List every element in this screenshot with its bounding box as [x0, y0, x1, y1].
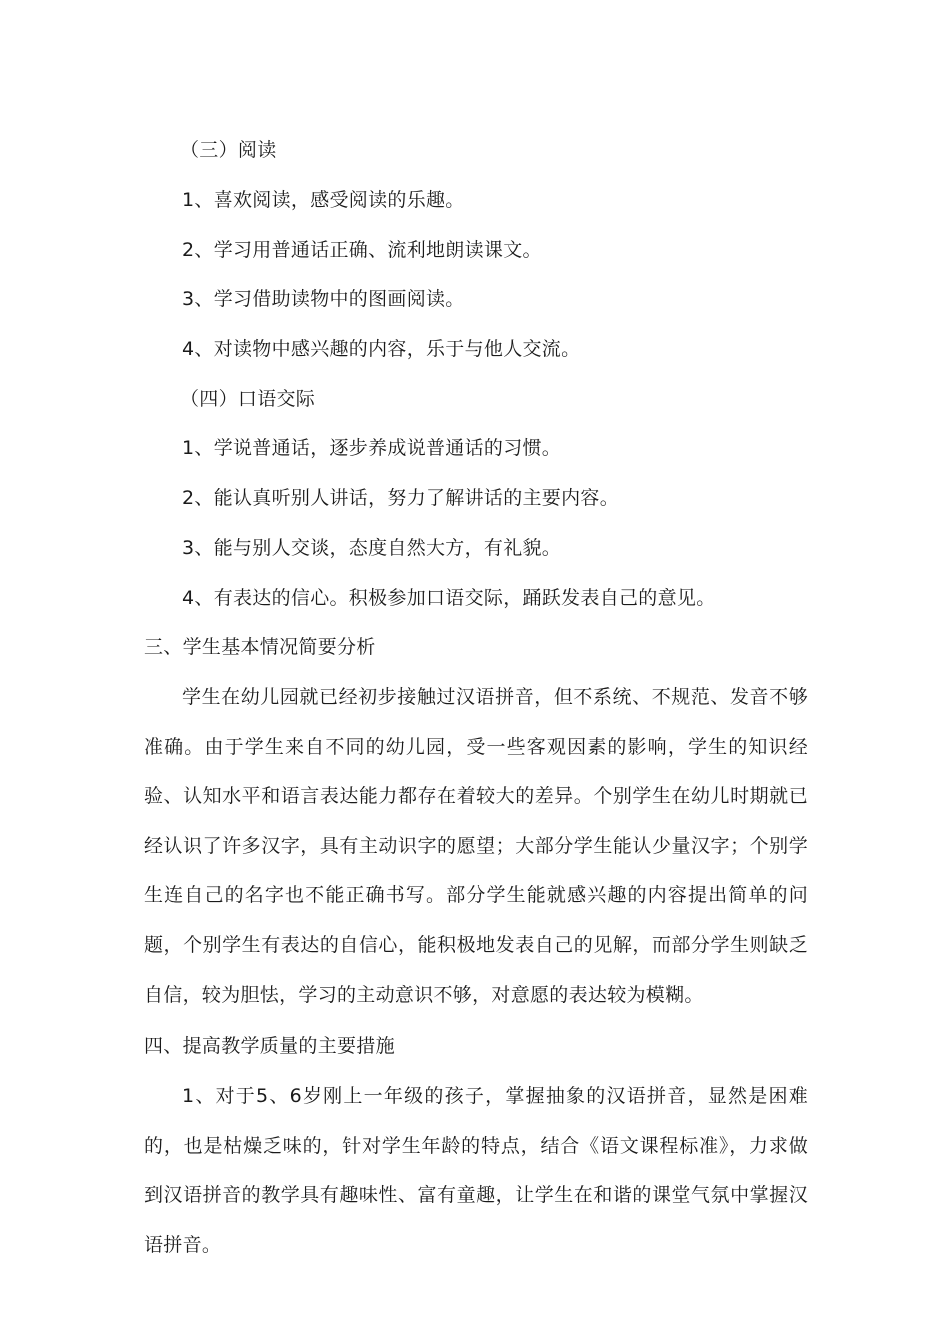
reading-item-4: 4、对读物中感兴趣的内容，乐于与他人交流。 — [182, 338, 581, 360]
oral-item-1: 1、学说普通话，逐步养成说普通话的习惯。 — [182, 437, 562, 459]
oral-item-4: 4、有表达的信心。积极参加口语交际，踊跃发表自己的意见。 — [182, 587, 716, 609]
reading-item-3: 3、学习借助读物中的图画阅读。 — [182, 288, 465, 310]
reading-subheading: （三）阅读 — [180, 139, 277, 161]
reading-item-2: 2、学习用普通话正确、流利地朗读课文。 — [182, 239, 542, 261]
oral-item-2: 2、能认真听别人讲话，努力了解讲话的主要内容。 — [182, 487, 619, 509]
reading-item-1: 1、喜欢阅读，感受阅读的乐趣。 — [182, 189, 465, 211]
measures-paragraph: 1、对于5、6岁刚上一年级的孩子，掌握抽象的汉语拼音，显然是困难的，也是枯燥乏味的，针对学生年龄的特点，结合《语文课程标准》，力求做到汉语拼音的教学具有趣味性、富有童趣，让学生在和谐的课堂气氛中掌握汉语拼音。 — [144, 1085, 808, 1256]
oral-item-3: 3、能与别人交谈，态度自然大方，有礼貌。 — [182, 537, 562, 559]
oral-subheading: （四）口语交际 — [180, 388, 316, 410]
section-heading-measures: 四、提高教学质量的主要措施 — [144, 1035, 395, 1057]
student-analysis-paragraph: 学生在幼儿园就已经初步接触过汉语拼音，但不系统、不规范、发音不够准确。由于学生来自不同的幼儿园，受一些客观因素的影响，学生的知识经验、认知水平和语言表达能力都存在着较大的差异。个别学生在幼儿时期就已经认识了许多汉字，具有主动识字的愿望；大部分学生能认少量汉字；个别学生连自己的名字也不能正确书写。部分学生能就感兴趣的内容提出简单的问题，个别学生有表达的自信心，能积极地发表自己的见解，而部分学生则缺乏自信，较为胆怯，学习的主动意识不够，对意愿的表达较为模糊。 — [144, 686, 808, 1006]
section-heading-student-analysis: 三、学生基本情况简要分析 — [144, 636, 376, 658]
